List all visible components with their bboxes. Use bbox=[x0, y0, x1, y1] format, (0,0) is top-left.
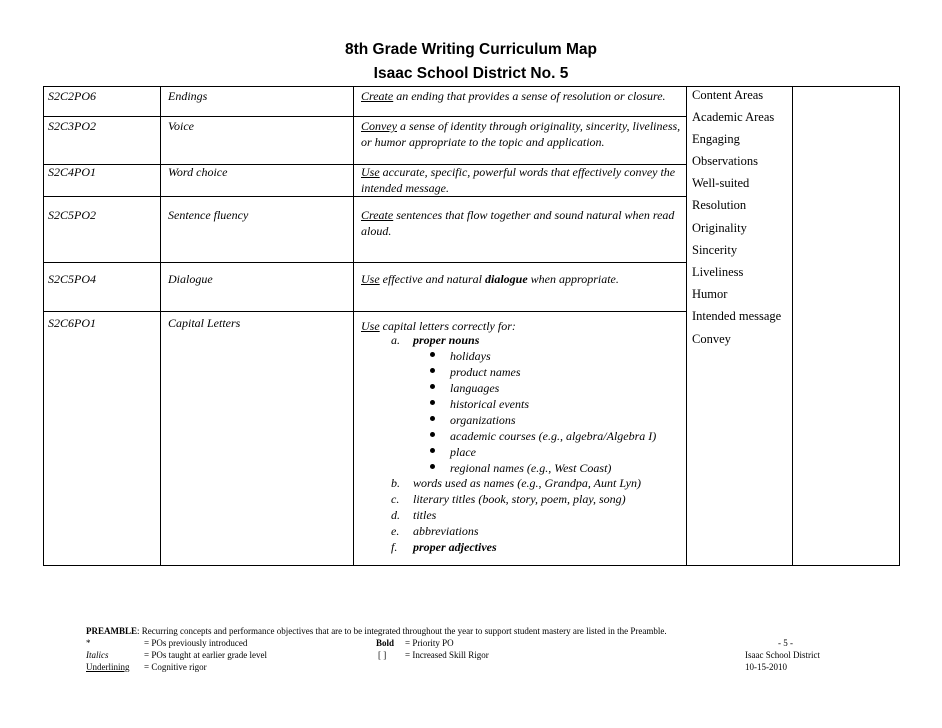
topic: Endings bbox=[168, 89, 208, 103]
list-item: abbreviations bbox=[413, 524, 479, 538]
topic: Sentence fluency bbox=[168, 208, 249, 222]
list-item: languages bbox=[450, 381, 500, 395]
standard-code: S2C3PO2 bbox=[48, 119, 96, 133]
list-marker: b. bbox=[391, 476, 400, 490]
legend-text: = Priority PO bbox=[405, 638, 454, 648]
objective-text: Convey a sense of identity through originality, sincerity, liveliness, or humor appropriate to the topic and application. bbox=[361, 119, 681, 149]
date-stamp: 10-15-2010 bbox=[745, 662, 787, 672]
list-item: proper nouns bbox=[413, 333, 480, 347]
curriculum-table bbox=[43, 86, 900, 566]
objective-text: Create an ending that provides a sense of resolution or closure. bbox=[361, 89, 666, 103]
legend-symbol: * bbox=[86, 638, 91, 648]
list-item: product names bbox=[450, 365, 521, 379]
vocabulary-word: Engaging bbox=[692, 132, 740, 146]
list-item: titles bbox=[413, 508, 437, 522]
topic: Word choice bbox=[168, 165, 228, 179]
list-item: organizations bbox=[450, 413, 516, 427]
bullet-icon bbox=[430, 464, 435, 469]
legend-symbol: Underlining bbox=[86, 662, 130, 672]
bullet-icon bbox=[430, 416, 435, 421]
objective-text: Use accurate, specific, powerful words that effectively convey the intended message. bbox=[361, 165, 676, 195]
list-item: historical events bbox=[450, 397, 529, 411]
objective-text: Create sentences that flow together and sound natural when read aloud. bbox=[361, 208, 675, 238]
vocabulary-word: Resolution bbox=[692, 198, 747, 212]
vocabulary-word: Observations bbox=[692, 154, 758, 168]
vocabulary-word: Academic Areas bbox=[692, 110, 775, 124]
topic: Dialogue bbox=[168, 272, 213, 286]
vocabulary-word: Well-suited bbox=[692, 176, 750, 190]
list-item: holidays bbox=[450, 349, 491, 363]
standard-code: S2C5PO4 bbox=[48, 272, 96, 286]
bullet-icon bbox=[430, 400, 435, 405]
list-marker: d. bbox=[391, 508, 400, 522]
bullet-icon bbox=[430, 432, 435, 437]
page-number: - 5 - bbox=[778, 638, 793, 648]
list-item: place bbox=[450, 445, 476, 459]
vocabulary-word: Intended message bbox=[692, 309, 782, 323]
preamble: PREAMBLE: Recurring concepts and performance objectives that are to be integrated throughout the year to support student mastery are listed in the Preamble. bbox=[86, 626, 667, 636]
standard-code: S2C6PO1 bbox=[48, 316, 96, 330]
list-marker: a. bbox=[391, 333, 400, 347]
vocabulary-word: Liveliness bbox=[692, 265, 744, 279]
list-item: literary titles (book, story, poem, play, song) bbox=[413, 492, 626, 506]
bullet-icon bbox=[430, 448, 435, 453]
vocabulary-word: Content Areas bbox=[692, 88, 764, 102]
list-item: regional names (e.g., West Coast) bbox=[450, 461, 612, 475]
topic: Voice bbox=[168, 119, 194, 133]
legend-text: = POs previously introduced bbox=[144, 638, 248, 648]
list-item: words used as names (e.g., Grandpa, Aunt Lyn) bbox=[413, 476, 641, 490]
vocabulary-word: Convey bbox=[692, 332, 731, 346]
page-subtitle: Isaac School District No. 5 bbox=[373, 65, 569, 82]
vocabulary-word: Originality bbox=[692, 221, 747, 235]
bullet-icon bbox=[430, 384, 435, 389]
list-item: proper adjectives bbox=[413, 540, 497, 554]
district-name: Isaac School District bbox=[745, 650, 820, 660]
objective-text: Use effective and natural dialogue when appropriate. bbox=[361, 272, 619, 286]
standard-code: S2C4PO1 bbox=[48, 165, 96, 179]
legend-symbol: Bold bbox=[376, 638, 395, 648]
vocabulary-word: Sincerity bbox=[692, 243, 738, 257]
legend-symbol: [ ] bbox=[378, 650, 387, 660]
standard-code: S2C2PO6 bbox=[48, 89, 96, 103]
page-title: 8th Grade Writing Curriculum Map bbox=[344, 41, 598, 58]
vocabulary-word: Humor bbox=[692, 287, 728, 301]
standard-code: S2C5PO2 bbox=[48, 208, 96, 222]
objective-text: Use capital letters correctly for: bbox=[361, 319, 516, 333]
bullet-icon bbox=[430, 352, 435, 357]
topic: Capital Letters bbox=[168, 316, 241, 330]
bullet-icon bbox=[430, 368, 435, 373]
legend-symbol: Italics bbox=[86, 650, 109, 660]
legend-text: = Cognitive rigor bbox=[144, 662, 207, 672]
list-marker: c. bbox=[391, 492, 400, 506]
legend-text: = POs taught at earlier grade level bbox=[144, 650, 268, 660]
legend-text: = Increased Skill Rigor bbox=[405, 650, 489, 660]
list-marker: e. bbox=[391, 524, 400, 538]
list-item: academic courses (e.g., algebra/Algebra I) bbox=[450, 429, 657, 443]
list-marker: f. bbox=[391, 540, 398, 554]
